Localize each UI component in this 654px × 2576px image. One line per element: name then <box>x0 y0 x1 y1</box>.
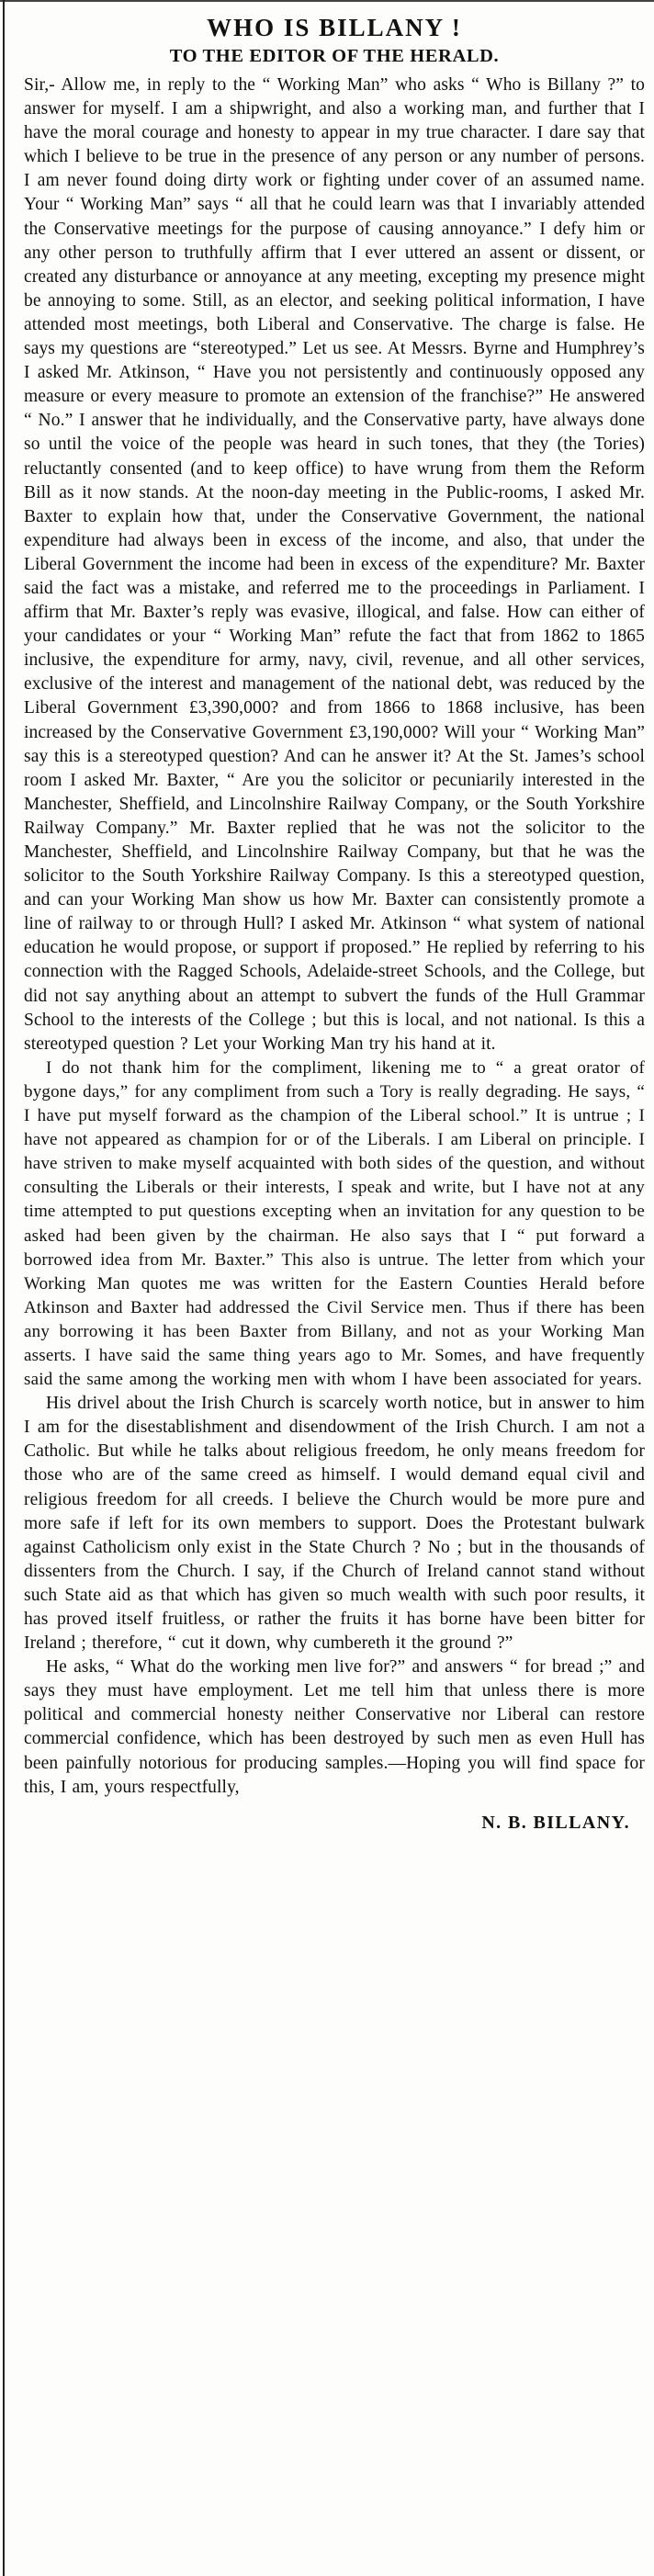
letter-paragraph-4: He asks, “ What do the working men live for?” and answers “ for bread ;” and says they must have employment. Let me tell him that unless there is more political and commercial honesty neither Conservative nor Liberal can restore commercial confidence, which has been destroyed by such men as even Hull has been painfully notorious for producing samples.—Hoping you will find space for this, I am, yours respectfully, <box>24 1657 645 1797</box>
column-left-rule <box>3 0 5 2576</box>
letter-paragraph-3: His drivel about the Irish Church is scarcely worth notice, but in answer to him I am for the disestablishment and disendowment of the Irish Church. I am not a Catholic. But while he talks about religious freedom, he only means freedom for those who are of the same creed as himself. I would demand equal civil and religious freedom for all creeds. I believe the Church would be more pure and more safe if left for its own members to support. Does the Protestant bulwark against Catholicism only exist in the State Church ? No ; but in the thousands of dissenters from the Church. I say, if the Church of Ireland cannot stand without such State aid as that which has given so much wealth with such poor results, it has proved itself fruitless, or rather the fruits it has borne have been bitter for Ireland ; therefore, “ cut it down, why cumbereth it the ground ?” <box>24 1394 645 1654</box>
article-column <box>24 13 645 1835</box>
letter-paragraph-2: I do not thank him for the compliment, likening me to “ a great orator of bygone days,” for any compliment from such a Tory is really degrading. He says, “ I have put myself forward as the champion of the Liberal school.” It is untrue ; I have not appeared as champion for or of the Liberals. I am Liberal on principle. I have striven to make myself acquainted with both sides of the question, and without consulting the Liberals or their interests, I speak and write, but I have not at any time attempted to put questions excepting when an invitation for any question to be asked had been given by the chairman. He also says that I “ put forward a borrowed idea from Mr. Baxter.” This also is untrue. The letter from which your Working Man quotes me was written for the Eastern Counties Herald before Atkinson and Baxter had addressed the Civil Service men. Thus if there has been any borrowing it has been Baxter from Billany, and not as your Working Man asserts. I have said the same thing years ago to Mr. Somes, and have frequently said the same among the working men with whom I have been associated for years. <box>24 1057 645 1390</box>
column-top-rule <box>0 0 654 2</box>
article-subheadline: TO THE EDITOR OF THE HERALD. <box>169 46 500 66</box>
letter-signature: N. B. BILLANY. <box>481 1812 630 1833</box>
article-headline: WHO IS BILLANY ! <box>207 14 462 41</box>
letter-paragraph-1: Sir,- Allow me, in reply to the “ Working Man” who asks “ Who is Billany ?” to answer for myself. I am a shipwright, and also a working man, and further that I have the moral courage and honesty to appear in my true character. I dare say that which I believe to be true in the presence of any person or any number of persons. I am never found doing dirty work or fighting under cover of an assumed name. Your “ Working Man” says “ all that he could learn was that I invariably attended the Conservative meetings for the purpose of causing annoyance.” I defy him or any other person to truthfully affirm that I ever uttered an assent or dissent, or created any disturbance or annoyance at any meeting, excepting my presence might be annoying to some. Still, as an elector, and seeking political information, I have attended most meetings, both Liberal and Conservative. The charge is false. He says my questions are “stereotyped.” Let us see. At Messrs. Byrne and Humphrey’s I asked Mr. Atkinson, “ Have you not persistently and continuously opposed any measure or every measure to promote an extension of the franchise?” He answered “ No.” I answer that he individually, and the Conservative party, have always done so until the voice of the people was heard in such tones, that they (the Tories) reluctantly consented (and to keep office) to have wrung from them the Reform Bill as it now stands. At the noon-day meeting in the Public-rooms, I asked Mr. Baxter to explain how that, under the Conservative Government, the national expenditure had always been in excess of the income, and also, that under the Liberal Government the income had been in excess of the expenditure? Mr. Baxter said the fact was a mistake, and referred me to the proceedings in Parliament. I affirm that Mr. Baxter’s reply was evasive, illogical, and false. How can either of your candidates or your “ Working Man” refute the fact that from 1862 to 1865 inclusive, the expenditure for army, navy, civil, revenue, and all other services, exclusive of the interest and management of the national debt, was reduced by the Liberal Government £3,390,000? and from 1866 to 1868 inclusive, has been increased by the Conservative Government £3,190,000? Will your “ Working Man” say this is a stereotyped question? And can he answer it? At the St. James’s school room I asked Mr. Baxter, “ Are you the solicitor or pecuniarily interested in the Manchester, Sheffield, and Lincolnshire Railway Company, or the South Yorkshire Railway Company.” Mr. Baxter replied that he was not the solicitor to the Manchester, Sheffield, and Lincolnshire Railway Company, but that he was the solicitor to the South Yorkshire Railway Company. Is this a stereotyped question, and can your Working Man show us how Mr. Baxter can consistently promote a line of railway to or through Hull? I asked Mr. Atkinson “ what system of national education he would propose, or support if proposed.” He replied by referring to his connection with the Ragged Schools, Adelaide-street Schools, and the College, but did not say anything about an attempt to subvert the funds of the Hull Grammar School to the interests of the College ; but this is local, and not national. Is this a stereotyped question ? Let your Working Man try his hand at it. <box>24 75 645 1054</box>
